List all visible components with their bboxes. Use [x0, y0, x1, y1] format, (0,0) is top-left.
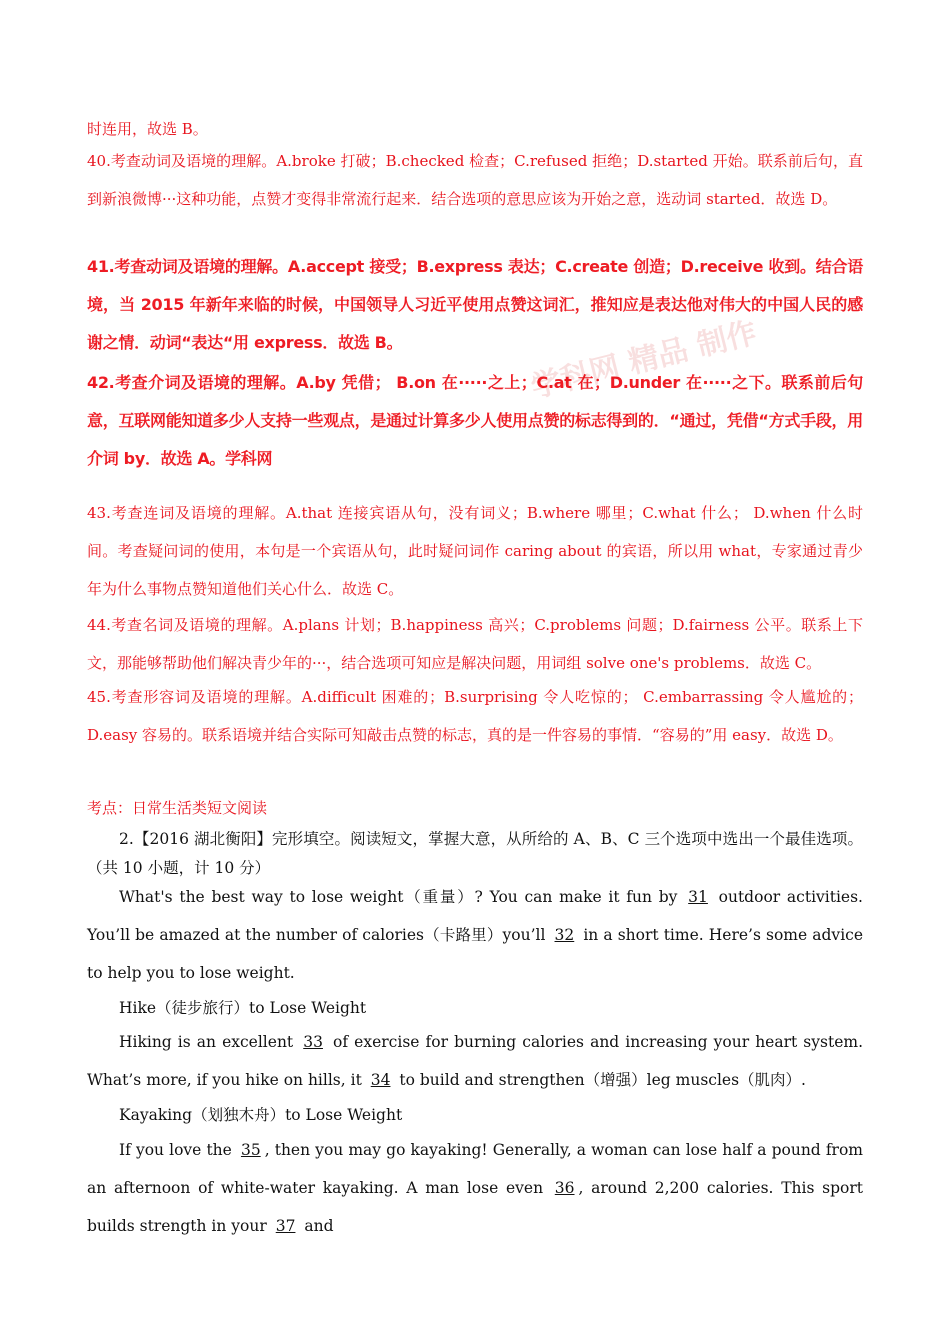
p3-text-d: and	[299, 1217, 334, 1235]
p2-text-a: Hiking is an excellent	[119, 1033, 300, 1051]
q39-tail: 时连用，故选 B。	[87, 120, 208, 138]
q44-explanation: 44.考查名词及语境的理解。A.plans 计划；B.happiness 高兴；C.problems 问题；D.fairness 公平。联系上下文，那能够帮助他们解决青少年的···，结合选项可知应是解决问题，用词组 solve one's problems．故选 C。	[87, 616, 863, 672]
blank-31: 31	[688, 888, 708, 906]
p1-text-b: outdoor activities. You’ll be amazed at the number of calories（卡路里）you’ll	[87, 888, 863, 944]
kaodian-label: 考点：日常生活类短文阅读	[87, 799, 268, 817]
q45-explanation: 45.考查形容词及语境的理解。A.difficult 困难的；B.surprising 令人吃惊的； C.embarrassing 令人尴尬的；D.easy 容易的。联系语境并结合实际可知敲击点赞的标志，真的是一件容易的事情．“容易的”用 easy．故选 D。	[87, 688, 863, 744]
q41-explanation: 41.考查动词及语境的理解。A.accept 接受；B.express 表达；C.create 创造；D.receive 收到。结合语境，当 2015 年新年来临的时候，中国领导人习近平使用点赞这词汇，推知应是表达他对伟大的中国人民的感谢之情．动词“表达“用 express．故选 B。	[87, 257, 863, 352]
section-2-intro: 2.【2016 湖北衡阳】完形填空。阅读短文，掌握大意，从所给的 A、B、C 三个选项中选出一个最佳选项。（共 10 小题，计 10 分）	[87, 830, 863, 877]
p1-text-a: What's the best way to lose weight（重量）? You can make it fun by	[119, 888, 685, 906]
p2-text-c: to build and strengthen（增强）leg muscles（肌肉）.	[394, 1071, 806, 1089]
q42-explanation: 42.考查介词及语境的理解。A.by 凭借； B.on 在·····之上；C.at 在；D.under 在·····之下。联系前后句意，互联网能知道多少人支持一些观点，是通过计算多少人使用点赞的标志得到的．“通过，凭借“方式手段，用介词 by．故选 A。学科网	[87, 373, 863, 468]
heading-hike: Hike（徒步旅行）to Lose Weight	[119, 999, 367, 1017]
passage-paragraph-3	[87, 1131, 863, 1245]
p3-text-b: , then you may go kayaking! Generally, a woman can lose half a pound from an afternoon of white-water kayaking. A man lose even	[87, 1141, 863, 1197]
passage-paragraph-2	[87, 1023, 863, 1099]
p1-text-c: in a short time. Here’s some advice to help you to lose weight.	[87, 926, 864, 982]
p2-text-b: of exercise for burning calories and increasing your heart system. What’s more, if you hike on hills, it	[87, 1033, 863, 1089]
blank-37: 37	[275, 1217, 296, 1235]
blank-35: 35	[240, 1141, 261, 1159]
p3-text-a: If you love the	[119, 1141, 237, 1159]
passage-paragraph-1	[87, 878, 863, 992]
blank-36: 36	[554, 1179, 575, 1197]
q40-explanation: 40.考查动词及语境的理解。A.broke 打破；B.checked 检查；C.refused 拒绝；D.started 开始。联系前后句，直到新浪微博···这种功能，点赞才变得非常流行起来．结合选项的意思应该为开始之意，选动词 started．故选 D。	[87, 152, 863, 208]
blank-32: 32	[554, 926, 575, 944]
watermark-logo: 学科网 精品 制作	[527, 315, 761, 406]
p3-text-c: , around 2,200 calories. This sport builds strength in your	[87, 1179, 863, 1235]
q43-explanation: 43.考查连词及语境的理解。A.that 连接宾语从句，没有词义；B.where 哪里；C.what 什么； D.when 什么时间。考查疑问词的使用，本句是一个宾语从句，此时疑问词作 caring about 的宾语，所以用 what，专家通过青少年为什么事物点赞知道他们关心什么．故选 C。	[87, 504, 863, 598]
blank-33: 33	[303, 1033, 323, 1051]
heading-kayaking: Kayaking（划独木舟）to Lose Weight	[119, 1106, 403, 1124]
blank-34: 34	[370, 1071, 391, 1089]
